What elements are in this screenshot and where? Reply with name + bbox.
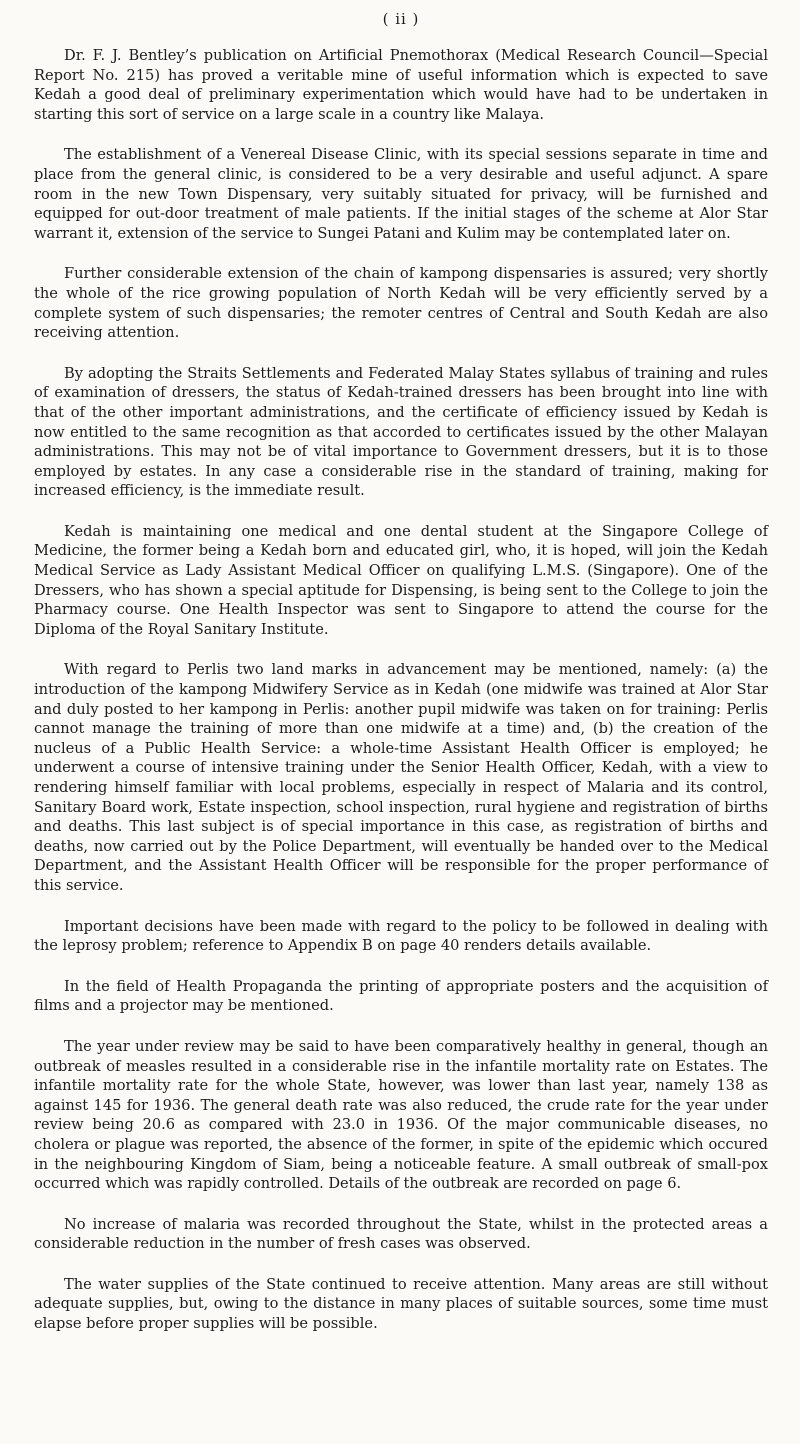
paragraph-leprosy: Important decisions have been made with regard to the policy to be followed in dealing with the leprosy problem; reference to Appendix B on page 40 renders details available. [34,917,768,955]
paragraph-dresser-training: By adopting the Straits Settlements and Federated Malay States syllabus of training and rules of examination of dressers, the status of Kedah-trained dressers has been brought into line with that of the other important administrations, and the certificate of efficiency issued by Kedah is now entitled to the same recognition as that accorded to certificates issued by the other Malayan administrations. This may not be of vital importance to Government dressers, but it is to those employed by estates. In any case a considerable rise in the standard of training, making for increased efficiency, is the immediate result. [34,364,768,500]
page-number: ( ii ) [382,10,420,28]
paragraph-perlis: With regard to Perlis two land marks in advancement may be mentioned, namely: (a) the introduction of the kampong Midwifery Service as in Kedah (one midwife was trained at Alor Star and duly posted to her kampong in Perlis: another pupil midwife was taken on for training: Perlis cannot manage the training of more than one midwife at a time) and, (b) the creation of the nucleus of a Public Health Service: a whole-time Assistant Health Officer is employed; he underwent a course of intensive training under the Senior Health Officer, Kedah, with a view to rendering himself familiar with local problems, especially in respect of Malaria and its control, Sanitary Board work, Estate inspection, school inspection, rural hygiene and registration of births and deaths. This last subject is of special importance in this case, as registration of births and deaths, now carried out by the Police Department, will eventually be handed over to the Medical Department, and the Assistant Health Officer will be responsible for the proper performance of this service. [34,661,768,894]
paragraph-health-year: The year under review may be said to have been comparatively healthy in general, though an outbreak of measles resulted in a considerable rise in the infantile mortality rate on Estates. The infantile mortality rate for the whole State, however, was lower than last year, namely 138 as against 145 for 1936. The general death rate was also reduced, the crude rate for the year under review being 20.6 as compared with 23.0 in 1936. Of the major communicable diseases, no cholera or plague was reported, the absence of the former, in spite of the epidemic which occured in the neighbouring Kingdom of Siam, being a noticeable feature. A small outbreak of small-pox occurred which was rapidly controlled. Details of the outbreak are recorded on page 6. [34,1037,768,1193]
paragraph-singapore-college: Kedah is maintaining one medical and one dental student at the Singapore College of Medicine, the former being a Kedah born and educated girl, who, it is hoped, will join the Kedah Medical Service as Lady Assistant Medical Officer on qualifying L.M.S. (Singapore). One of the Dressers, who has shown a special aptitude for Dispensing, is being sent to the College to join the Pharmacy course. One Health Inspector was sent to Singapore to attend the course for the Diploma of the Royal Sanitary Institute. [34,522,768,638]
paragraph-artificial-pneumothorax: Dr. F. J. Bentley’s publication on Artificial Pnemothorax (Medical Research Council—Special Report No. 215) has proved a veritable mine of useful information which is expected to save Kedah a good deal of preliminary experimentation which would have had to be undertaken in starting this sort of service on a large scale in a country like Malaya. [34,47,768,123]
paragraph-kampong-dispensaries: Further considerable extension of the chain of kampong dispensaries is assured; very shortly the whole of the rice growing population of North Kedah will be very efficiently served by a complete system of such dispensaries; the remoter centres of Central and South Kedah are also receiving attention. [34,265,768,342]
paragraph-malaria: No increase of malaria was recorded throughout the State, whilst in the protected areas a considerable reduction in the number of fresh cases was observed. [34,1215,768,1253]
paragraph-health-propaganda: In the field of Health Propaganda the printing of appropriate posters and the acquisition of films and a projector may be mentioned. [34,977,768,1015]
paragraph-water-supplies: The water supplies of the State continued to receive attention. Many areas are still without adequate supplies, but, owing to the distance in many places of suitable sources, some time must elapse before proper supplies will be possible. [34,1275,768,1333]
paragraph-venereal-disease-clinic: The establishment of a Venereal Disease Clinic, with its special sessions separate in time and place from the general clinic, is considered to be a very desirable and useful adjunct. A spare room in the new Town Dispensary, very suitably situated for privacy, will be furnished and equipped for out-door treatment of male patients. If the initial stages of the scheme at Alor Star warrant it, extension of the service to Sungei Patani and Kulim may be contemplated later on. [34,146,768,242]
